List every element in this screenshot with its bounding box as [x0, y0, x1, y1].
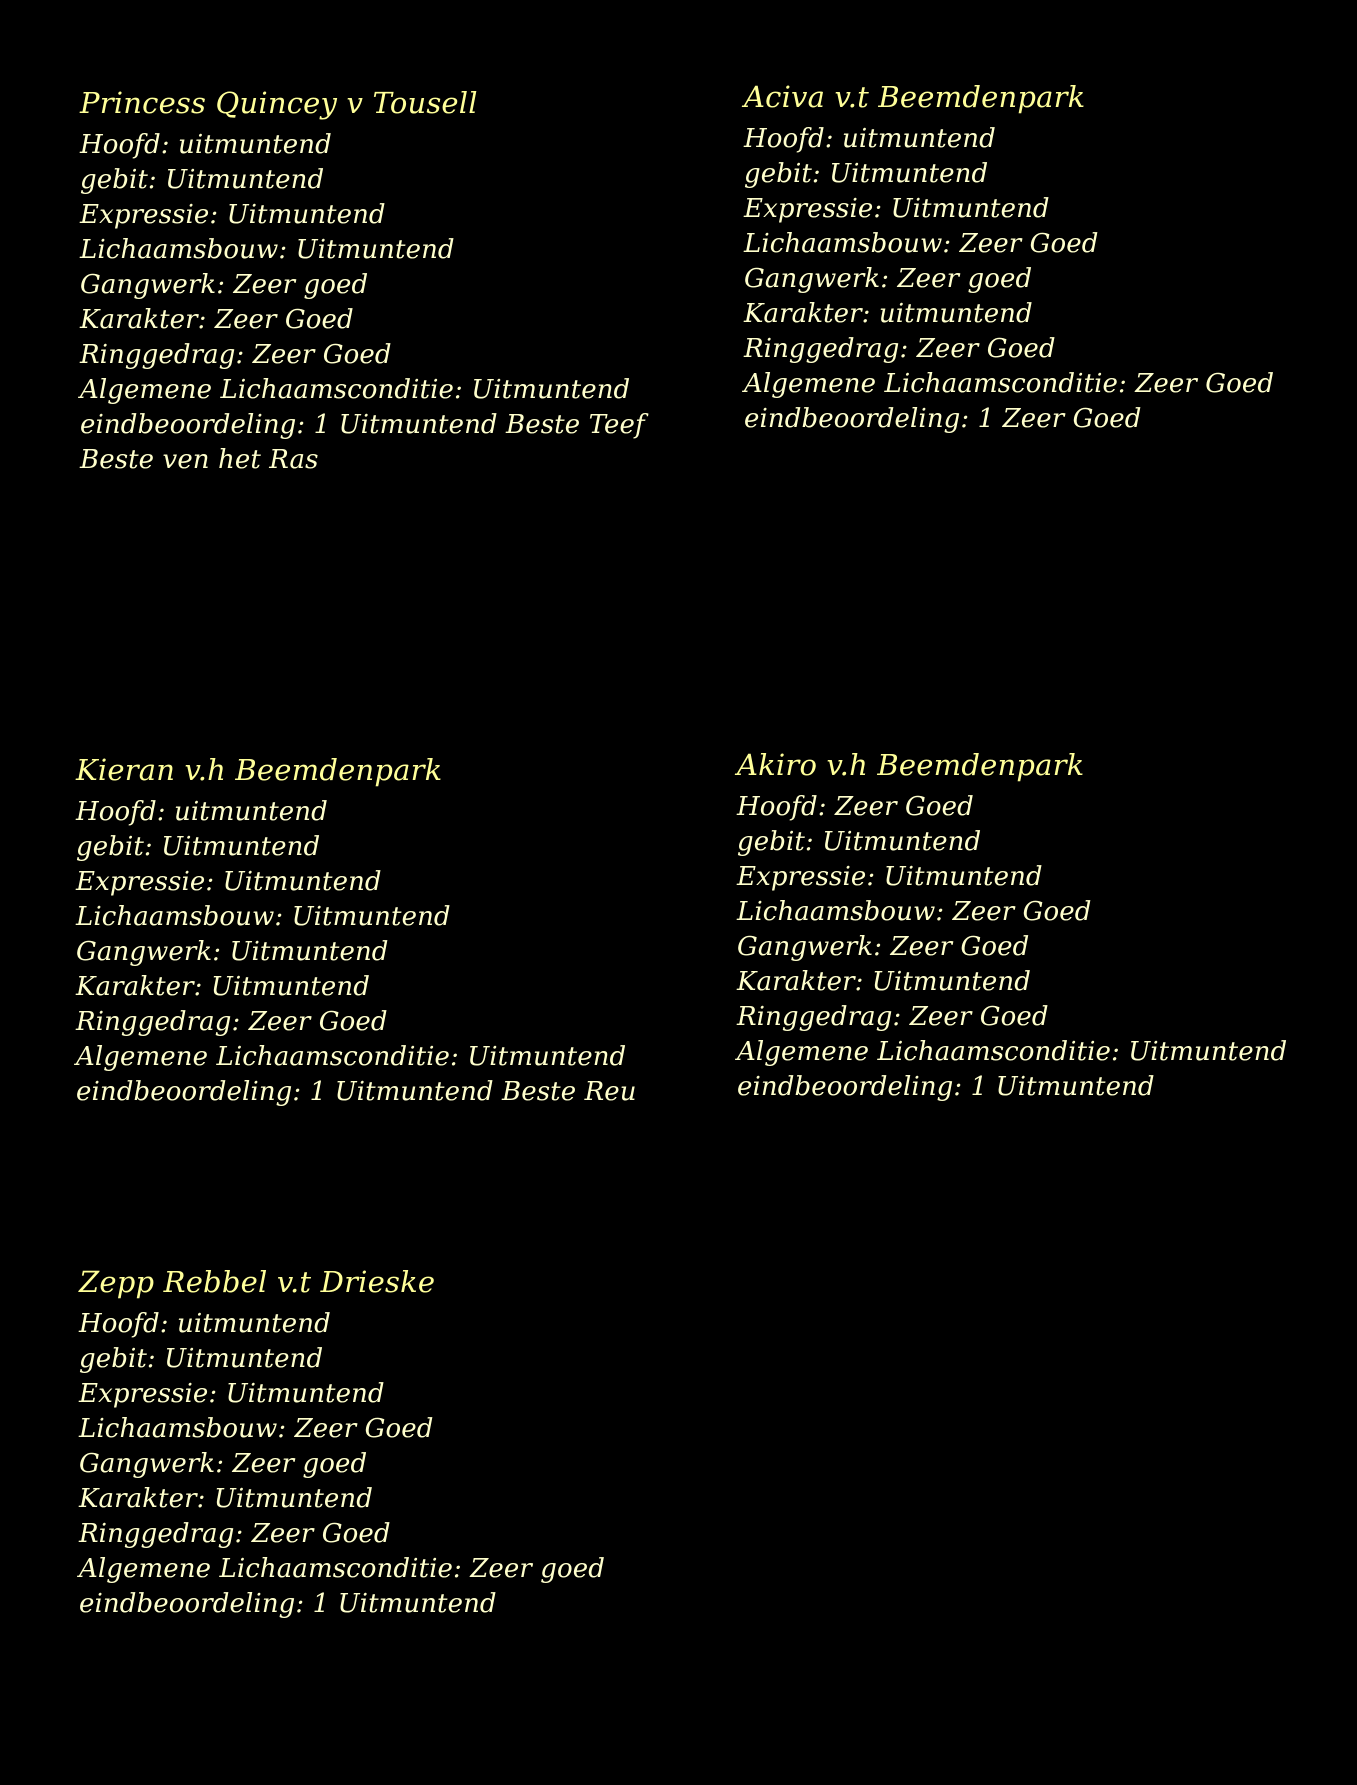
dog-evaluation-princess-quincey [80, 86, 645, 478]
dog-evaluation-kieran [76, 753, 637, 1110]
evaluation-list [80, 128, 645, 478]
evaluation-line: gebit: Uitmuntend [737, 827, 982, 857]
final-judgement-line: eindbeoordeling: 1 Zeer Goed [744, 404, 1142, 434]
evaluation-line: gebit: Uitmuntend [80, 165, 325, 195]
evaluation-line: Gangwerk: Zeer goed [744, 264, 1033, 294]
evaluation-line: Ringgedrag: Zeer Goed [76, 1007, 388, 1037]
dog-name: Aciva v.t Beemdenpark [744, 80, 1086, 114]
dog-name: Zepp Rebbel v.t Drieske [79, 1265, 436, 1299]
dog-name: Kieran v.h Beemdenpark [76, 753, 443, 787]
final-judgement-line: eindbeoordeling: 1 Uitmuntend Beste Teef [80, 410, 645, 440]
evaluation-line: gebit: Uitmuntend [79, 1344, 324, 1374]
evaluation-line: Gangwerk: Zeer goed [80, 270, 369, 300]
evaluation-line: Karakter: Uitmuntend [79, 1484, 373, 1514]
dog-name: Princess Quincey v Tousell [80, 86, 478, 120]
evaluation-line: Expressie: Uitmuntend [76, 867, 382, 897]
evaluation-line: gebit: Uitmuntend [744, 159, 989, 189]
evaluation-line: Expressie: Uitmuntend [80, 200, 386, 230]
evaluation-line: Hoofd: uitmuntend [76, 797, 328, 827]
dog-evaluation-akiro [737, 748, 1287, 1105]
evaluation-line: Algemene Lichaamsconditie: Zeer Goed [744, 369, 1275, 399]
evaluation-line: Lichaamsbouw: Zeer Goed [737, 897, 1092, 927]
evaluation-line: Lichaamsbouw: Uitmuntend [76, 902, 451, 932]
evaluation-list [76, 795, 637, 1110]
evaluation-line: Ringgedrag: Zeer Goed [79, 1519, 391, 1549]
evaluation-line: Algemene Lichaamsconditie: Uitmuntend [737, 1037, 1288, 1067]
evaluation-line: Algemene Lichaamsconditie: Zeer goed [79, 1554, 605, 1584]
evaluation-line: gebit: Uitmuntend [76, 832, 321, 862]
dog-evaluation-aciva [744, 80, 1274, 437]
evaluation-line: Ringgedrag: Zeer Goed [744, 334, 1056, 364]
evaluation-line: Hoofd: Zeer Goed [737, 792, 974, 822]
evaluation-line: Gangwerk: Zeer Goed [737, 932, 1030, 962]
evaluation-line: Karakter: Uitmuntend [76, 972, 370, 1002]
evaluation-line: Algemene Lichaamsconditie: Uitmuntend [76, 1042, 627, 1072]
evaluation-line: Lichaamsbouw: Uitmuntend [80, 235, 455, 265]
evaluation-line: Karakter: uitmuntend [744, 299, 1033, 329]
evaluation-line: Lichaamsbouw: Zeer Goed [744, 229, 1099, 259]
final-judgement-line: eindbeoordeling: 1 Uitmuntend [737, 1072, 1155, 1102]
evaluation-line: Lichaamsbouw: Zeer Goed [79, 1414, 434, 1444]
evaluation-line: Karakter: Uitmuntend [737, 967, 1031, 997]
final-judgement-line: eindbeoordeling: 1 Uitmuntend Beste Reu [76, 1077, 637, 1107]
dog-evaluation-zepp-rebbel [79, 1265, 605, 1622]
dog-name: Akiro v.h Beemdenpark [737, 748, 1085, 782]
evaluation-line: Algemene Lichaamsconditie: Uitmuntend [80, 375, 631, 405]
evaluation-list [737, 790, 1287, 1105]
award-line: Beste ven het Ras [80, 445, 319, 475]
evaluation-list [79, 1307, 605, 1622]
final-judgement-line: eindbeoordeling: 1 Uitmuntend [79, 1589, 497, 1619]
evaluation-list [744, 122, 1274, 437]
evaluation-line: Expressie: Uitmuntend [79, 1379, 385, 1409]
evaluation-line: Expressie: Uitmuntend [737, 862, 1043, 892]
evaluation-line: Karakter: Zeer Goed [80, 305, 354, 335]
evaluation-line: Gangwerk: Zeer goed [79, 1449, 368, 1479]
evaluation-line: Ringgedrag: Zeer Goed [737, 1002, 1049, 1032]
evaluation-line: Expressie: Uitmuntend [744, 194, 1050, 224]
evaluation-line: Ringgedrag: Zeer Goed [80, 340, 392, 370]
evaluation-line: Hoofd: uitmuntend [744, 124, 996, 154]
evaluation-line: Gangwerk: Uitmuntend [76, 937, 389, 967]
evaluation-line: Hoofd: uitmuntend [79, 1309, 331, 1339]
evaluation-line: Hoofd: uitmuntend [80, 130, 332, 160]
